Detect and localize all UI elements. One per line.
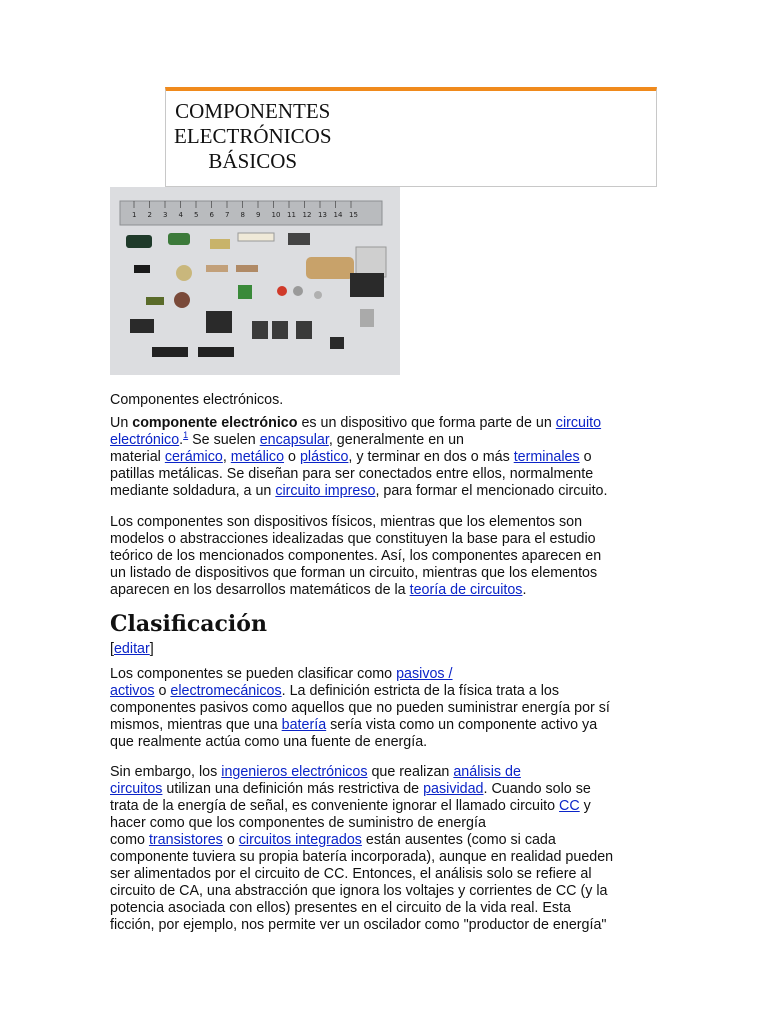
ruler-mark: 5	[194, 211, 199, 219]
link-circuito-electronico-2[interactable]: electrónico	[110, 432, 180, 448]
link-analisis-2[interactable]: circuitos	[110, 781, 163, 797]
document-title: COMPONENTES ELECTRÓNICOS BÁSICOS	[174, 99, 332, 173]
link-activos[interactable]: activos	[110, 683, 155, 699]
link-transistores[interactable]: transistores	[148, 832, 223, 848]
link-pasividad[interactable]: pasividad	[423, 781, 484, 797]
ruler-mark: 14	[333, 211, 343, 219]
ruler-mark: 15	[349, 211, 358, 219]
ruler-mark: 13	[318, 211, 327, 219]
figure-caption: Componentes electrónicos.	[110, 392, 284, 408]
link-circuitos-integrados[interactable]: circuitos integrados	[238, 832, 362, 848]
ruler-mark: 8	[240, 211, 245, 219]
link-plastico[interactable]: plástico	[299, 449, 349, 465]
ruler-mark: 6	[209, 211, 214, 219]
ruler-icon	[120, 201, 382, 225]
ruler-mark: 12	[302, 211, 312, 219]
link-pasivos[interactable]: pasivos /	[396, 666, 453, 682]
ruler-mark: 3	[163, 211, 168, 219]
link-teoria-circuitos[interactable]: teoría de circuitos	[409, 582, 523, 598]
title-box	[165, 87, 657, 187]
paragraph-clasificacion: Los componentes se pueden clasificar como pasivos / activos o electromecánicos. La definición estricta de la física trata a los componentes pasivos como aquellos que no pueden suministrar energía por sí mismos, mientras que una batería sería vista como un componente activo ya que realmente actúa como una fuente de energía.	[110, 666, 610, 750]
ruler-mark: 10	[271, 211, 281, 219]
link-circuito-electronico[interactable]: circuito	[555, 415, 602, 431]
ref-1[interactable]: 1	[183, 430, 189, 441]
link-metalico[interactable]: metálico	[230, 449, 285, 465]
paragraph-sin-embargo: Sin embargo, los ingenieros electrónicos que realizan análisis de circuitos utilizan una definición más restrictiva de pasividad. Cuando solo se trata de la energía de señal, es conveniente ignorar el llamado circuito CC y hacer como que los componentes de suministro de energía como transistores o circuitos integrados están ausentes (como si cada componente tuviera su propia batería incorporada), aunque en realidad pueden ser alimentados por el circuito de CC. Entonces, el análisis solo se refiere al circuito de CA, una abstracción que ignora los voltajes y corrientes de CC (y la potencia asociada con ellos) presentes en el circuito de la vida real. Esta ficción, por ejemplo, nos permite ver un oscilador como "productor de energía"	[110, 764, 614, 933]
link-bateria[interactable]: batería	[281, 717, 327, 733]
link-cc[interactable]: CC	[559, 798, 580, 814]
paragraph-intro: Un componente electrónico es un dispositivo que forma parte de un circuito electrónico.$^1$ Se suelen encapsular, generalmente en un material cerámico, metálico o plástico, y terminar en dos o más terminales o patillas metálicas. Se diseñan para ser conectados entre ellos, normalmente mediante soldadura, a un circuito impreso, para formar el mencionado circuito.	[110, 415, 608, 499]
edit-section: [editar]	[110, 641, 154, 657]
edit-link[interactable]: editar	[113, 641, 150, 657]
ruler-mark: 4	[178, 211, 183, 219]
ruler-mark: 1	[132, 211, 137, 219]
link-terminales[interactable]: terminales	[513, 449, 580, 465]
ruler-mark: 7	[225, 211, 230, 219]
link-analisis[interactable]: análisis de	[453, 764, 521, 780]
ruler-mark: 9	[256, 211, 261, 219]
link-ingenieros[interactable]: ingenieros electrónicos	[221, 764, 368, 780]
link-ceramico[interactable]: cerámico	[164, 449, 223, 465]
link-electromecanicos[interactable]: electromecánicos	[170, 683, 282, 699]
link-encapsular[interactable]: encapsular	[259, 432, 329, 448]
section-heading: Clasificación	[110, 611, 267, 637]
ruler-mark: 11	[287, 211, 296, 219]
components-photo	[110, 187, 400, 375]
paragraph-componentes: Los componentes son dispositivos físicos, mientras que los elementos son modelos o abstracciones idealizadas que constituyen la base para el estudio teórico de los mencionados componentes. Así, los componentes aparecen en un listado de dispositivos que forman un circuito, mientras que los elementos aparecen en los desarrollos matemáticos de la teoría de circuitos.	[110, 514, 602, 598]
ruler-mark: 2	[147, 211, 152, 219]
link-circuito-impreso[interactable]: circuito impreso	[275, 483, 376, 499]
